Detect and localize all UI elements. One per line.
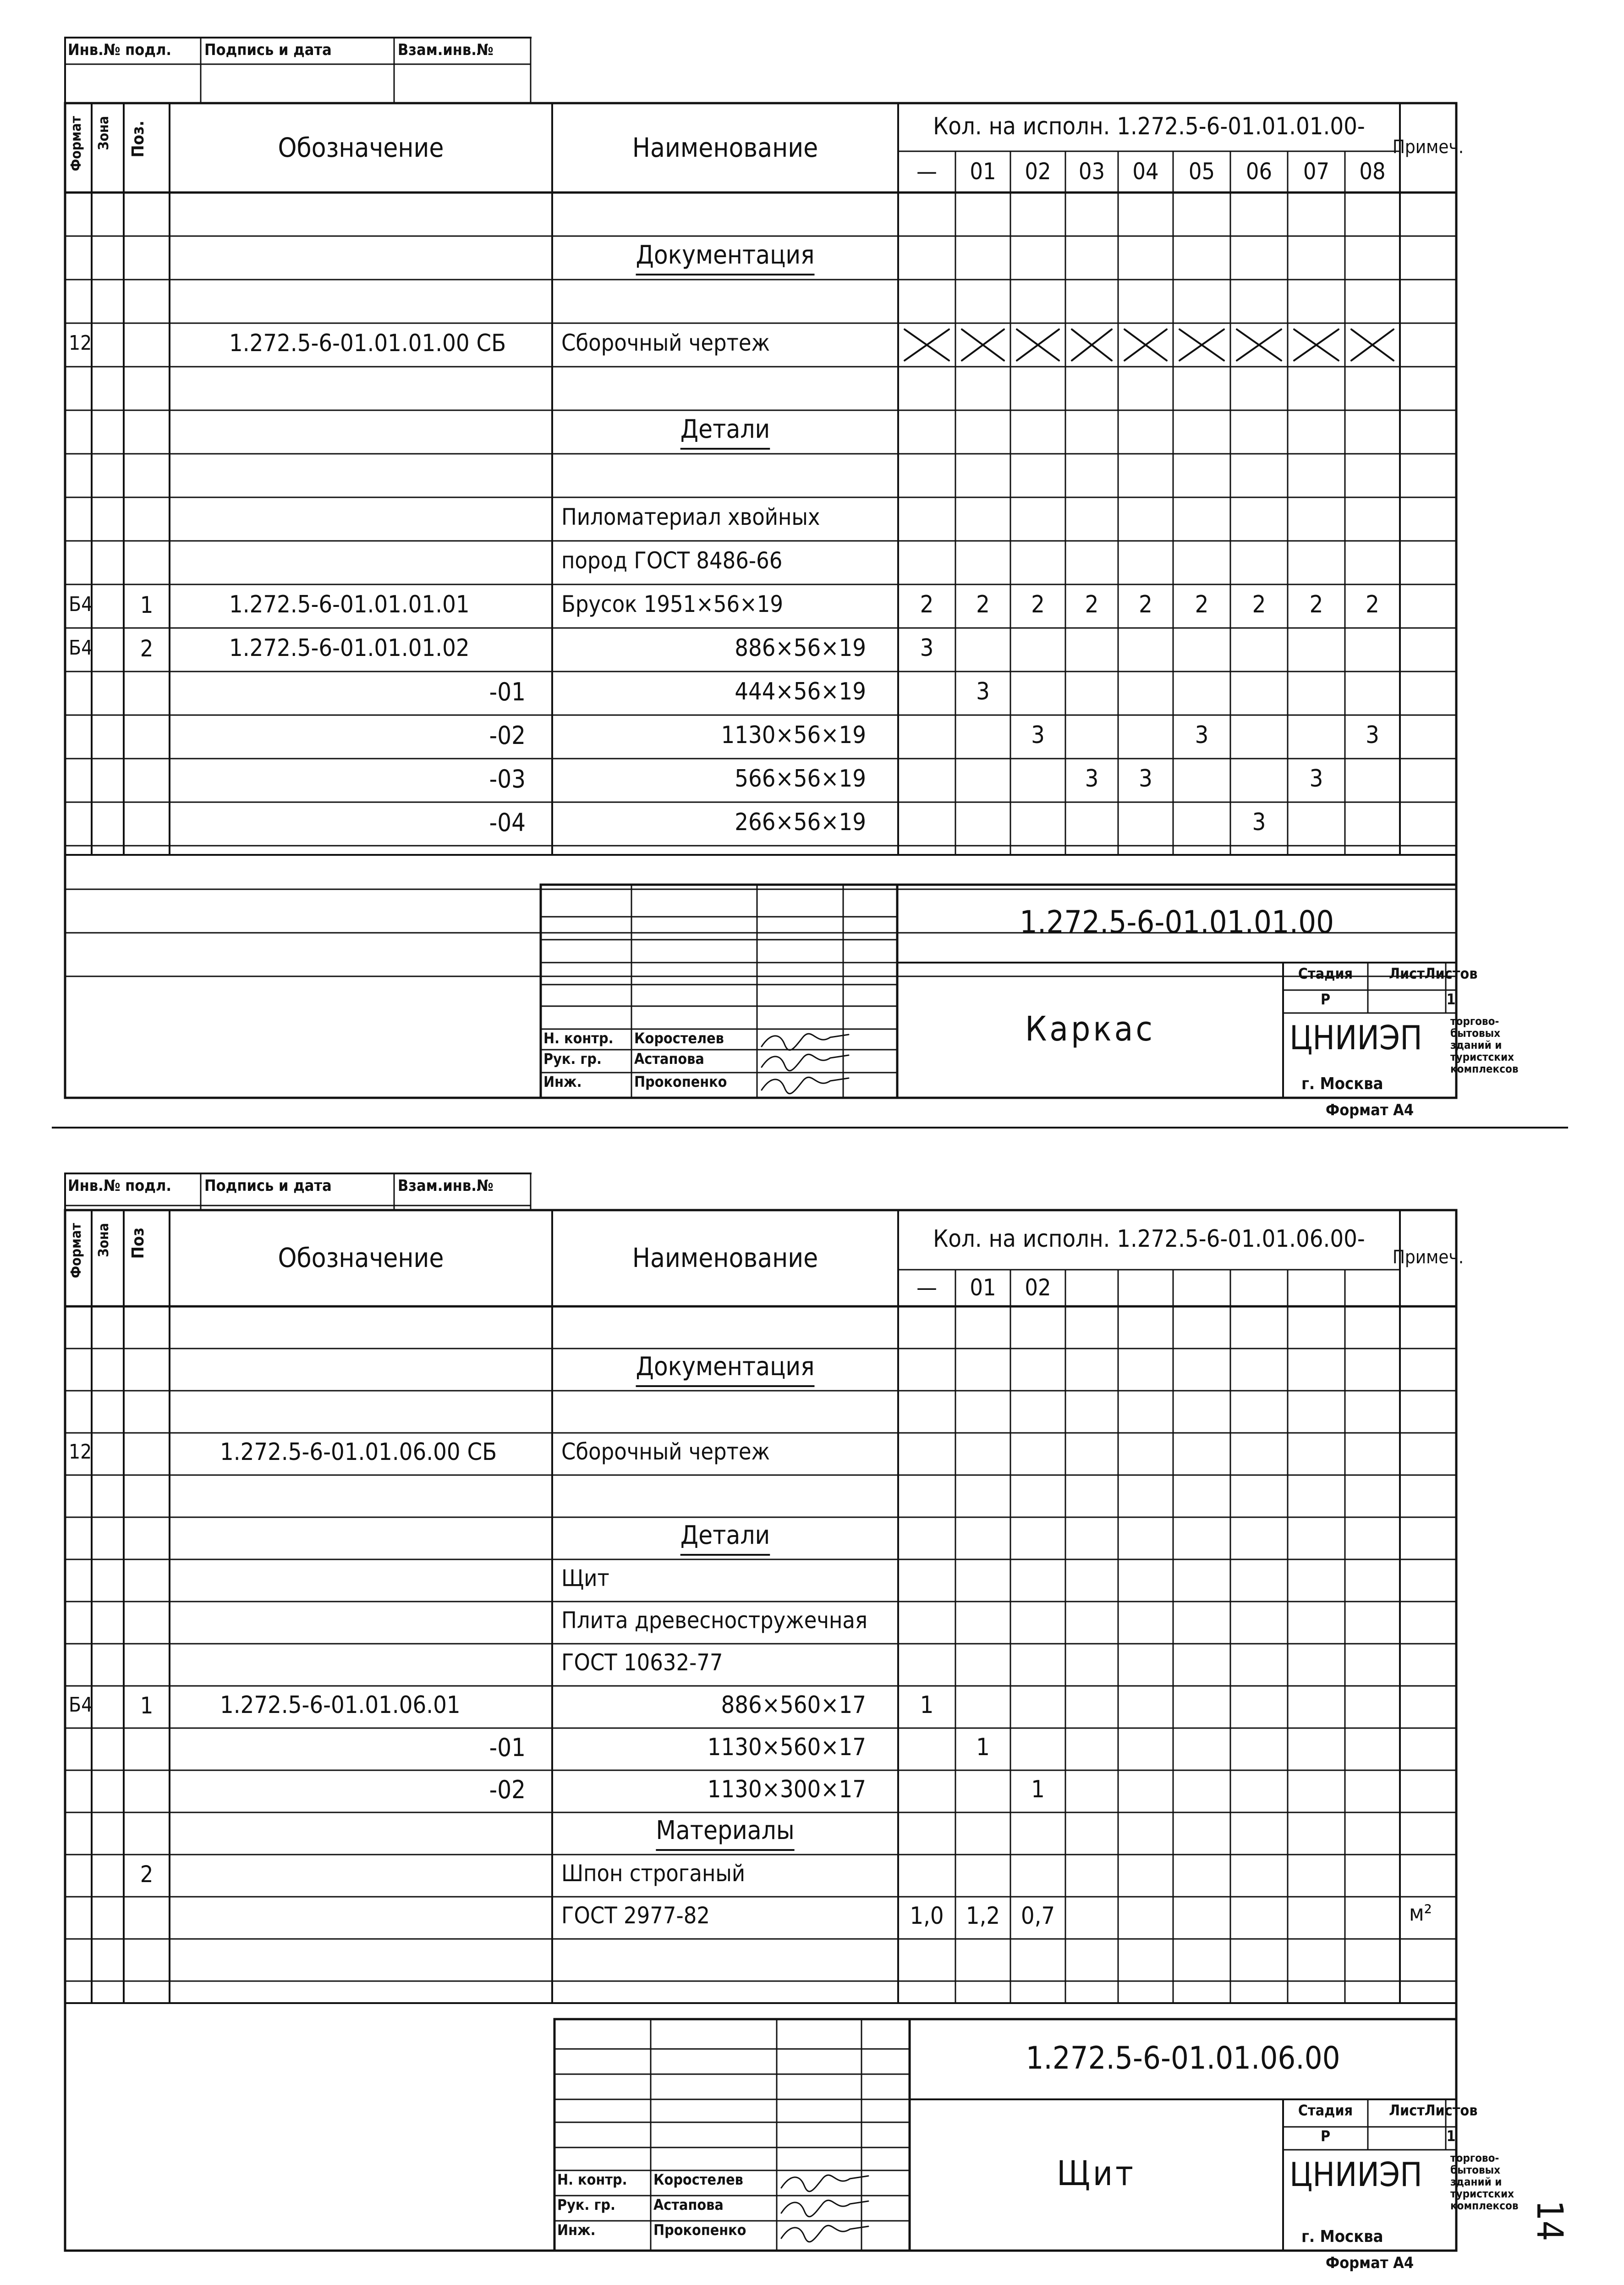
row-designation: 1.272.5-6-01.01.01.01 (229, 590, 470, 618)
org-description: бытовых (1450, 1027, 1501, 1040)
qty-value: 3 (1085, 765, 1099, 793)
signatory-name: Прокопенко (634, 1073, 727, 1090)
header-format: Формат (68, 116, 84, 171)
cross-mark (905, 330, 949, 361)
signatory-role: Рук. гр. (557, 2196, 615, 2213)
cross-mark (1072, 330, 1112, 361)
row-name: 266×56×19 (735, 808, 866, 836)
row-pos: 1 (140, 591, 154, 618)
org-description: зданий и (1450, 2175, 1502, 2188)
page-number: 14 (1529, 2200, 1570, 2241)
row-designation: 1.272.5-6-01.01.06.01 (220, 1691, 461, 1719)
row-name: Сборочный чертеж (561, 1438, 770, 1465)
titleblock-title: Щит (1057, 2154, 1136, 2193)
org-name: ЦНИИЭП (1289, 2155, 1422, 2194)
qty-value: 3 (920, 634, 934, 662)
row-name: 566×56×19 (735, 765, 866, 793)
qty-value: 1 (976, 1734, 990, 1761)
variant-8: 08 (1359, 158, 1386, 185)
qty-value: 1,2 (966, 1902, 1000, 1930)
row-name: пород ГОСТ 8486-66 (561, 547, 783, 574)
signatory-role: Рук. гр. (543, 1050, 602, 1068)
signatory-role: Инж. (543, 1073, 582, 1090)
signature-scribble (762, 1077, 849, 1094)
header-note: Примеч. (1392, 136, 1464, 158)
variant-0: — (916, 1274, 937, 1301)
variant-2: 02 (1025, 158, 1051, 185)
header-name: Наименование (632, 132, 818, 163)
org-description: комплексов (1450, 1063, 1519, 1075)
cross-mark (1017, 330, 1059, 361)
stage-value: Р (1320, 991, 1331, 1008)
variant-0: — (916, 158, 937, 185)
cross-mark (1180, 330, 1224, 361)
qty-value: 2 (976, 590, 990, 618)
variant-3: 03 (1078, 158, 1105, 185)
qty-value: 2 (1031, 590, 1045, 618)
row-name: 886×560×17 (721, 1691, 866, 1719)
row-section-title: Документация (636, 240, 815, 270)
org-name: ЦНИИЭП (1289, 1019, 1422, 1057)
variant-4: 04 (1132, 158, 1159, 185)
org-description: туристских (1450, 1051, 1514, 1063)
qty-value: 3 (1252, 808, 1266, 836)
stamp-sign-label: Подпись и дата (204, 1177, 332, 1195)
row-format: 12 (69, 331, 92, 355)
qty-value: 1 (920, 1691, 934, 1719)
row-section-title: Документация (636, 1352, 815, 1382)
row-name: 1130×56×19 (721, 721, 866, 749)
signatory-name: Астапова (634, 1050, 704, 1068)
stamp-inv-label: Инв.№ подл. (68, 41, 172, 59)
sheets-value: 1 (1446, 991, 1456, 1008)
qty-value: 2 (920, 590, 934, 618)
row-section-title: Детали (680, 1520, 770, 1550)
org-city: г. Москва (1301, 1074, 1383, 1093)
qty-value: 2 (1085, 590, 1099, 618)
variant-2: 02 (1025, 1274, 1051, 1301)
format-label: Формат А4 (1325, 1101, 1414, 1119)
row-section-title: Детали (680, 414, 770, 444)
stamp-inv-label: Инв.№ подл. (68, 1177, 172, 1195)
variant-5: 05 (1188, 158, 1215, 185)
titleblock-code: 1.272.5-6-01.01.01.00 (1019, 904, 1334, 941)
row-name: Пиломатериал хвойных (561, 503, 820, 530)
variant-1: 01 (970, 158, 996, 185)
header-designation: Обозначение (278, 132, 444, 163)
stamp-vzam-label: Взам.инв.№ (398, 41, 494, 59)
sheet-label: Лист (1389, 2102, 1425, 2119)
qty-value: 2 (1252, 590, 1266, 618)
header-pos: Поз. (129, 121, 148, 158)
cross-mark (1351, 330, 1394, 361)
row-name: Брусок 1951×56×19 (561, 590, 784, 617)
row-designation: -02 (489, 721, 526, 750)
row-name: 886×56×19 (735, 634, 866, 662)
signatory-name: Коростелев (653, 2171, 743, 2188)
sheets-value: 1 (1446, 2127, 1456, 2145)
cross-mark (962, 330, 1004, 361)
header-zone: Зона (96, 1223, 112, 1257)
header-format: Формат (68, 1223, 84, 1278)
signature-scribble (781, 2225, 868, 2242)
qty-value: 1,0 (910, 1902, 944, 1930)
row-designation: -03 (489, 764, 526, 793)
header-name: Наименование (632, 1242, 818, 1273)
row-name: Плита древесностружечная (561, 1607, 868, 1634)
row-format: Б4 (69, 636, 93, 660)
row-name: 1130×300×17 (707, 1776, 866, 1803)
row-name: 444×56×19 (735, 677, 866, 705)
row-designation: 1.272.5-6-01.01.01.02 (229, 634, 470, 662)
header-qty: Кол. на исполн. 1.272.5-6-01.01.01.00- (933, 112, 1365, 140)
org-description: торгово- (1450, 1015, 1499, 1028)
qty-value: 2 (1366, 590, 1379, 618)
signatory-name: Прокопенко (653, 2221, 746, 2239)
qty-value: 3 (1139, 765, 1152, 793)
signatory-name: Астапова (653, 2196, 724, 2213)
qty-value: 3 (1366, 721, 1379, 749)
qty-value: 2 (1195, 590, 1209, 618)
row-designation: -01 (489, 677, 526, 706)
header-zone: Зона (96, 116, 112, 150)
stamp-vzam-label: Взам.инв.№ (398, 1177, 494, 1195)
org-description: туристских (1450, 2187, 1514, 2200)
stage-value: Р (1320, 2127, 1331, 2145)
qty-value: 0,7 (1020, 1902, 1055, 1930)
signatory-role: Н. контр. (543, 1030, 614, 1047)
header-designation: Обозначение (278, 1242, 444, 1273)
stage-label: Стадия (1298, 2102, 1353, 2119)
sheets-label: Листов (1424, 2102, 1478, 2119)
row-designation: 1.272.5-6-01.01.06.00 СБ (220, 1438, 497, 1466)
signature-scribble (781, 2200, 868, 2217)
org-description: торгово- (1450, 2152, 1499, 2164)
variant-1: 01 (970, 1274, 996, 1301)
qty-value: 1 (1031, 1776, 1045, 1803)
row-name: Сборочный чертеж (561, 329, 770, 356)
titleblock-title: Каркас (1025, 1009, 1155, 1049)
header-qty: Кол. на исполн. 1.272.5-6-01.01.06.00- (933, 1225, 1365, 1253)
format-label: Формат А4 (1325, 2254, 1414, 2272)
row-name: Щит (561, 1565, 609, 1591)
qty-value: 3 (1031, 721, 1045, 749)
row-format: 12 (69, 1440, 92, 1464)
org-description: комплексов (1450, 2199, 1519, 2212)
org-description: зданий и (1450, 1039, 1502, 1052)
signature-scribble (762, 1054, 849, 1071)
header-note: Примеч. (1392, 1247, 1464, 1268)
sheet-label: Лист (1389, 965, 1425, 982)
cross-mark (1294, 330, 1339, 361)
row-designation: 1.272.5-6-01.01.01.00 СБ (229, 329, 506, 357)
row-section-title: Материалы (656, 1816, 795, 1845)
row-designation: -04 (489, 808, 526, 837)
qty-value: 3 (976, 677, 990, 705)
cross-mark (1125, 330, 1167, 361)
variant-7: 07 (1303, 158, 1330, 185)
row-format: Б4 (69, 592, 93, 616)
stamp-sign-label: Подпись и дата (204, 41, 332, 59)
org-city: г. Москва (1301, 2227, 1383, 2246)
row-name: ГОСТ 10632-77 (561, 1649, 723, 1676)
row-pos: 2 (140, 1861, 154, 1888)
row-format: Б4 (69, 1693, 93, 1717)
qty-value: 3 (1195, 721, 1209, 749)
titleblock-code: 1.272.5-6-01.01.06.00 (1026, 2040, 1340, 2076)
sheets-label: Листов (1424, 965, 1478, 982)
row-name: Шпон строганый (561, 1860, 746, 1887)
row-note: м² (1409, 1900, 1432, 1926)
qty-value: 2 (1139, 590, 1152, 618)
signatory-role: Н. контр. (557, 2171, 627, 2188)
row-pos: 2 (140, 635, 154, 662)
qty-value: 3 (1309, 765, 1323, 793)
row-name: 1130×560×17 (707, 1734, 866, 1761)
row-pos: 1 (140, 1692, 154, 1719)
org-description: бытовых (1450, 2164, 1501, 2176)
header-pos: Поз (129, 1228, 148, 1259)
row-designation: -02 (489, 1775, 526, 1804)
signatory-name: Коростелев (634, 1030, 724, 1047)
row-designation: -01 (489, 1733, 526, 1762)
variant-6: 06 (1245, 158, 1273, 185)
row-name: ГОСТ 2977-82 (561, 1902, 710, 1929)
stage-label: Стадия (1298, 965, 1353, 982)
signatory-role: Инж. (557, 2221, 596, 2239)
cross-mark (1237, 330, 1281, 361)
qty-value: 2 (1309, 590, 1323, 618)
